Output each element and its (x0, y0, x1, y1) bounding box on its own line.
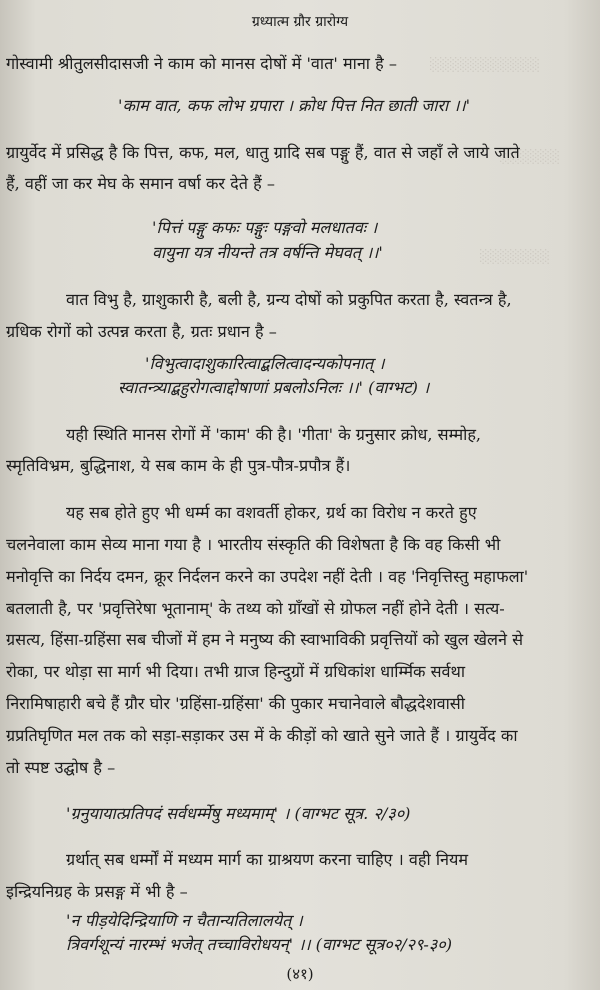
quote-line: 'न पीड़येदिन्द्रियाणि न चैतान्यतिलालयेत् । (66, 911, 303, 930)
text-line: इन्द्रियनिग्रह के प्रसङ्ग में भी है – (6, 882, 188, 901)
text-line: ग्रसत्य, हिंसा-ग्रहिंसा सब चीजों में हम ने मनुष्य की स्वाभाविकी प्रवृत्तियों को खुल खेलने से (6, 630, 524, 649)
quote-line: त्रिवर्गशून्यं नारम्भं भजेत् तच्चाविरोधयन्' ।। (वाग्भट सूत्र०२/२९-३०) (66, 935, 453, 954)
text-line: यही स्थिति मानस रोगों में 'काम' की है। 'गीता' के ग्रनुसार क्रोध, सम्मोह, (66, 425, 482, 444)
text-line: रोका, पर थोड़ा सा मार्ग भी दिया। तभी ग्राज हिन्दुग्रों में ग्रधिकांश धार्म्मिक सर्वथा (6, 662, 466, 681)
quote-line: 'ग्रनुयायात्प्रतिपदं सर्वधर्म्मेषु मध्यमाम्' । (वाग्भट सूत्र. २/३०) (66, 804, 411, 823)
bleed-through-text: ░░░░░░░░░░░ (430, 58, 540, 73)
text-line: ग्रप्रतिघृणित मल तक को सड़ा-सड़ाकर उस में के कीड़ों को खाते सुने जाते हैं । ग्रायुर्वेद का (6, 726, 518, 745)
text-line: हैं, वहीं जा कर मेघ के समान वर्षा कर देते हैं – (6, 174, 275, 193)
bleed-through-text: ░░░░░░░ (480, 250, 550, 265)
text-line: वात विभु है, ग्राशुकारी है, बली है, ग्रन्य दोषों को प्रकुपित करता है, स्वतन्त्र है, (66, 290, 512, 309)
page-number: (४१) (286, 965, 314, 983)
text-line: यह सब होते हुए भी धर्म्म का वशवर्ती होकर, ग्रर्थ का विरोध न करते हुए (66, 503, 477, 522)
quote-line: 'काम वात, कफ लोभ ग्रपारा । क्रोध पित्त नित छाती जारा ।।' (118, 96, 471, 115)
quote-line: 'विभुत्वादाशुकारित्वाद्बलित्वादन्यकोपनात् । (145, 354, 385, 373)
quote-line: वायुना यत्र नीयन्ते तत्र वर्षन्ति मेघवत् ।।' (152, 243, 383, 262)
text-line: स्मृतिविभ्रम, बुद्धिनाश, ये सब काम के ही पुत्र-पौत्र-प्रपौत्र हैं। (6, 456, 351, 475)
text-line: चलनेवाला काम सेव्य माना गया है । भारतीय संस्कृति की विशेषता है कि वह किसी भी (6, 535, 501, 554)
text-line: तो स्पष्ट उद्घोष है – (6, 758, 116, 777)
quote-line: 'पित्तं पङ्गु कफः पङ्गुः पङ्गवो मलधातवः । (152, 218, 378, 237)
text-line: ग्रधिक रोगों को उत्पन्न करता है, ग्रतः प्रधान है – (6, 322, 277, 341)
text-line: बतलाती है, पर 'प्रवृत्तिरेषा भूतानाम्' के तथ्य को ग्राँखों से ग्रोफल नहीं होने देती । सत्य- (6, 599, 505, 618)
text-line: ग्रर्थात् सब धर्म्मों में मध्यम मार्ग का ग्राश्रयण करना चाहिए । वही नियम (66, 850, 469, 869)
text-line: मनोवृत्ति का निर्दय दमन, क्रूर निर्दलन करने का उपदेश नहीं देती । वह 'निवृत्तिस्तु महाफला' (6, 567, 529, 586)
text-line: ग्रायुर्वेद में प्रसिद्ध है कि पित्त, कफ, मल, धातु ग्रादि सब पङ्गु हैं, वात से जहाँ ले जाये जाते (6, 143, 520, 162)
quote-line: स्वातन्त्र्याद्बहुरोगत्वाद्दोषाणां प्रबलोऽनिलः ।।' (वाग्भट) । (118, 378, 430, 397)
text-line: गोस्वामी श्रीतुलसीदासजी ने काम को मानस दोषों में 'वात' माना है – (6, 54, 397, 73)
running-header: ग्रध्यात्म ग्रौर ग्रारोग्य (251, 14, 349, 30)
text-line: निरामिषाहारी बचे हैं ग्रौर घोर 'ग्रहिंसा-ग्रहिंसा' की पुकार मचानेवाले बौद्धदेशवासी (6, 694, 465, 713)
bleed-through-text: ░░░░░░ (500, 150, 560, 165)
